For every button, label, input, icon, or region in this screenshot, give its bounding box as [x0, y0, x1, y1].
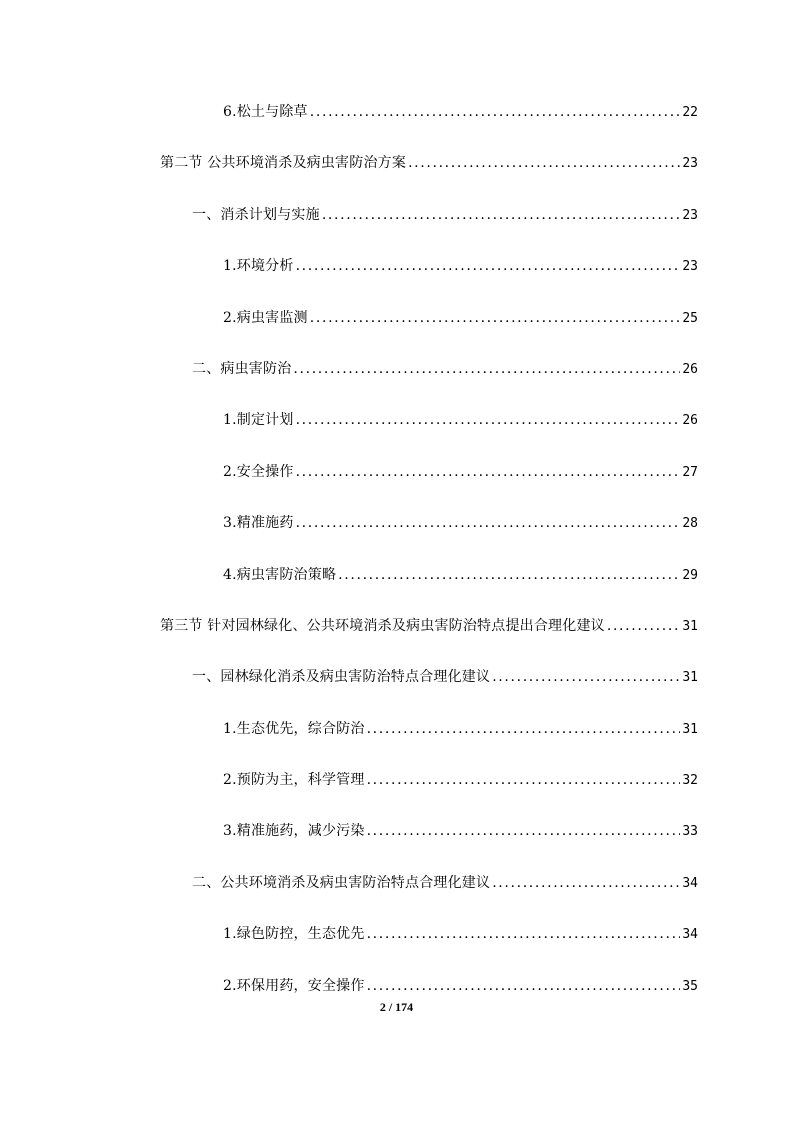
toc-entry-title: 3.精准施药，减少污染 — [223, 823, 365, 840]
toc-entry[interactable] — [160, 462, 698, 513]
toc-leader-dots — [367, 821, 681, 841]
toc-entry[interactable] — [160, 513, 698, 564]
toc-entry-page: 35 — [682, 978, 698, 994]
toc-entry[interactable] — [160, 616, 698, 667]
toc-entry[interactable] — [160, 719, 698, 770]
toc-entry-page: 26 — [682, 413, 698, 429]
toc-leader-dots — [367, 719, 681, 739]
toc-entry-title: 2.环保用药，安全操作 — [223, 977, 365, 994]
toc-entry[interactable] — [160, 873, 698, 924]
toc-entry[interactable] — [160, 256, 698, 307]
toc-leader-dots — [296, 256, 681, 276]
toc-entry-title: 2.安全操作 — [223, 463, 294, 480]
toc-entry-title: 1.环境分析 — [223, 258, 294, 275]
toc-entry-page: 25 — [682, 310, 698, 326]
toc-entry-page: 22 — [682, 105, 698, 120]
toc-leader-dots — [310, 308, 681, 328]
toc-leader-dots — [408, 153, 680, 173]
toc-entry-title: 第二节 公共环境消杀及病虫害防治方案 — [160, 155, 407, 172]
toc-entry-title: 第三节 针对园林绿化、公共环境消杀及病虫害防治特点提出合理化建议 — [160, 617, 605, 634]
toc-entry-page: 32 — [682, 773, 698, 789]
toc-entry-page: 26 — [682, 361, 698, 377]
toc-entry-title: 一、园林绿化消杀及病虫害防治特点合理化建议 — [192, 669, 491, 686]
toc-entry-title: 2.病虫害监测 — [223, 309, 308, 326]
toc-entry-page: 33 — [682, 824, 698, 840]
toc-leader-dots — [492, 667, 680, 687]
toc-leader-dots — [492, 873, 680, 893]
toc-entry[interactable] — [160, 770, 698, 821]
toc-entry[interactable] — [160, 565, 698, 616]
table-of-contents — [160, 102, 698, 1027]
toc-entry-page: 31 — [682, 721, 698, 737]
toc-entry-page: 31 — [682, 670, 698, 686]
toc-entry-title: 4.病虫害防治策略 — [223, 566, 337, 583]
toc-entry-page: 27 — [682, 464, 698, 480]
toc-entry[interactable] — [160, 410, 698, 461]
toc-leader-dots — [338, 565, 680, 585]
toc-leader-dots — [367, 976, 681, 996]
toc-entry[interactable] — [160, 102, 698, 153]
toc-leader-dots — [607, 616, 680, 636]
toc-entry-title: 6.松土与除草 — [223, 104, 308, 120]
toc-entry-title: 二、公共环境消杀及病虫害防治特点合理化建议 — [192, 874, 491, 891]
toc-leader-dots — [296, 513, 681, 533]
toc-leader-dots — [367, 924, 681, 944]
toc-entry-page: 31 — [682, 618, 698, 634]
toc-leader-dots — [293, 359, 680, 379]
toc-entry-page: 34 — [682, 875, 698, 891]
toc-entry[interactable] — [160, 205, 698, 256]
toc-leader-dots — [367, 770, 681, 790]
toc-entry-title: 1.生态优先，综合防治 — [223, 720, 365, 737]
toc-entry-page: 34 — [682, 927, 698, 943]
toc-entry-title: 1.绿色防控，生态优先 — [223, 926, 365, 943]
toc-entry[interactable] — [160, 924, 698, 975]
toc-entry[interactable] — [160, 667, 698, 718]
toc-entry-page: 28 — [682, 516, 698, 532]
toc-entry-title: 2.预防为主，科学管理 — [223, 772, 365, 789]
toc-entry-page: 29 — [682, 567, 698, 583]
toc-entry-page: 23 — [682, 259, 698, 275]
toc-entry[interactable] — [160, 821, 698, 872]
toc-entry-title: 3.精准施药 — [223, 515, 294, 532]
toc-leader-dots — [310, 102, 681, 122]
toc-leader-dots — [322, 205, 681, 225]
toc-entry-title: 一、消杀计划与实施 — [192, 206, 320, 223]
toc-entry-title: 二、病虫害防治 — [192, 360, 292, 377]
toc-entry-page: 23 — [682, 207, 698, 223]
toc-entry[interactable] — [160, 153, 698, 204]
toc-entry-title: 1.制定计划 — [223, 412, 294, 429]
toc-entry[interactable] — [160, 359, 698, 410]
page-number-footer: 2 / 174 — [379, 1000, 414, 1014]
toc-entry[interactable] — [160, 308, 698, 359]
toc-entry-page: 23 — [682, 156, 698, 172]
toc-leader-dots — [296, 410, 681, 430]
toc-leader-dots — [296, 462, 681, 482]
